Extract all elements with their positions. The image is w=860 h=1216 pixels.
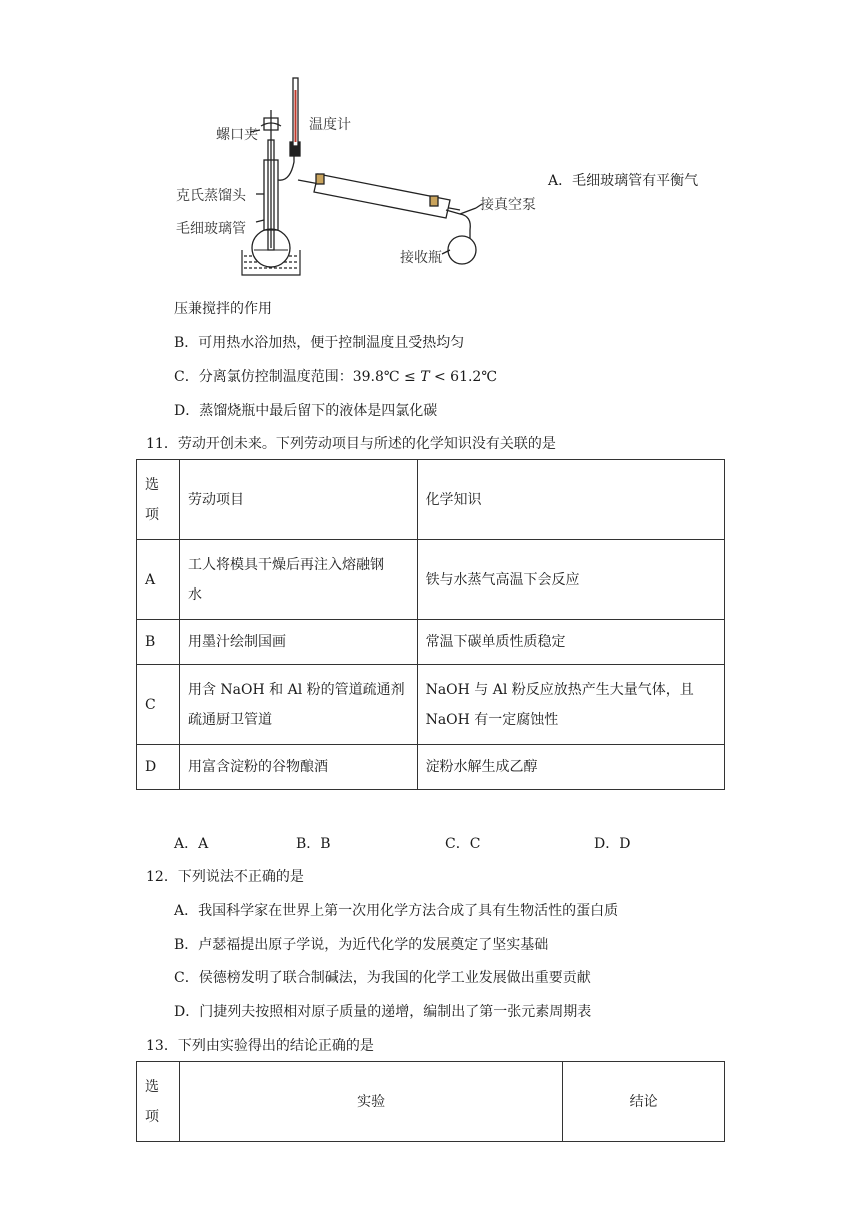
row-labor: 用富含淀粉的谷物酿酒 xyxy=(179,745,417,790)
q10-option-c-var: T xyxy=(420,369,430,385)
q11-stem: 11．劳动开创未来。下列劳动项目与所述的化学知识没有关联的是 xyxy=(146,436,556,452)
row-option: D xyxy=(137,745,180,790)
q10-option-a-cont: 压兼搅拌的作用 xyxy=(174,301,272,317)
table-row xyxy=(137,620,725,665)
q11-choice-b: B．B xyxy=(296,836,331,852)
q11-header-knowledge: 化学知识 xyxy=(417,460,724,540)
row-labor: 用含 NaOH 和 Al 粉的管道疏通剂 疏通厨卫管道 xyxy=(179,665,417,745)
q13-header-conclusion: 结论 xyxy=(563,1062,725,1142)
q11-choice-a: A．A xyxy=(174,836,209,852)
apparatus-drawing xyxy=(160,70,560,290)
q10-option-c-prefix: C．分离氯仿控制温度范围：39.8℃ ≤ xyxy=(174,369,421,385)
q12-option-c: C．侯德榜发明了联合制碱法，为我国的化学工业发展做出重要贡献 xyxy=(174,970,591,986)
q10-option-b: B．可用热水浴加热，便于控制温度且受热均匀 xyxy=(174,335,465,351)
thermometer-label: 温度计 xyxy=(309,117,351,133)
claisen-head-label: 克氏蒸馏头 xyxy=(176,188,246,204)
distillation-figure xyxy=(160,70,560,290)
table-row xyxy=(137,540,725,620)
q13-header-experiment: 实验 xyxy=(179,1062,562,1142)
row-labor: 用墨汁绘制国画 xyxy=(179,620,417,665)
q12-stem: 12．下列说法不正确的是 xyxy=(146,869,304,885)
q10-option-c xyxy=(174,366,497,386)
table-row xyxy=(137,745,725,790)
q13-header-row xyxy=(137,1062,725,1142)
receiving-flask xyxy=(448,236,476,264)
row-option: C xyxy=(137,665,180,745)
row-option: B xyxy=(137,620,180,665)
q12-option-b: B．卢瑟福提出原子学说，为近代化学的发展奠定了坚实基础 xyxy=(174,937,549,953)
row-option: A xyxy=(137,540,180,620)
row-knowledge: 淀粉水解生成乙醇 xyxy=(417,745,724,790)
screw-clamp-label: 螺口夹 xyxy=(216,127,258,143)
q11-choice-c: C．C xyxy=(445,836,481,852)
q11-header-row xyxy=(137,460,725,540)
row-knowledge: 常温下碳单质性质稳定 xyxy=(417,620,724,665)
row-knowledge: 铁与水蒸气高温下会反应 xyxy=(417,540,724,620)
receiving-flask-label: 接收瓶 xyxy=(400,250,442,266)
q10-option-c-suffix: < 61.2℃ xyxy=(429,369,497,385)
q10-option-a: A．毛细玻璃管有平衡气 xyxy=(548,173,699,189)
q12-option-d: D．门捷列夫按照相对原子质量的递增，编制出了第一张元素周期表 xyxy=(174,1004,592,1020)
q11-table xyxy=(136,459,725,790)
q10-option-d: D．蒸馏烧瓶中最后留下的液体是四氯化碳 xyxy=(174,403,438,419)
row-labor: 工人将模具干燥后再注入熔融钢 水 xyxy=(179,540,417,620)
q11-header-option: 选 项 xyxy=(137,460,180,540)
q12-option-a: A．我国科学家在世界上第一次用化学方法合成了具有生物活性的蛋白质 xyxy=(174,903,619,919)
row-knowledge: NaOH 与 Al 粉反应放热产生大量气体，且 NaOH 有一定腐蚀性 xyxy=(417,665,724,745)
q13-stem: 13．下列由实验得出的结论正确的是 xyxy=(146,1038,374,1054)
q13-table xyxy=(136,1061,725,1142)
capillary-label: 毛细玻璃管 xyxy=(176,221,246,237)
q11-header-labor: 劳动项目 xyxy=(179,460,417,540)
q13-header-option: 选 项 xyxy=(137,1062,180,1142)
q11-choice-d: D．D xyxy=(594,836,631,852)
table-row xyxy=(137,665,725,745)
vacuum-pump-label: 接真空泵 xyxy=(480,197,536,213)
